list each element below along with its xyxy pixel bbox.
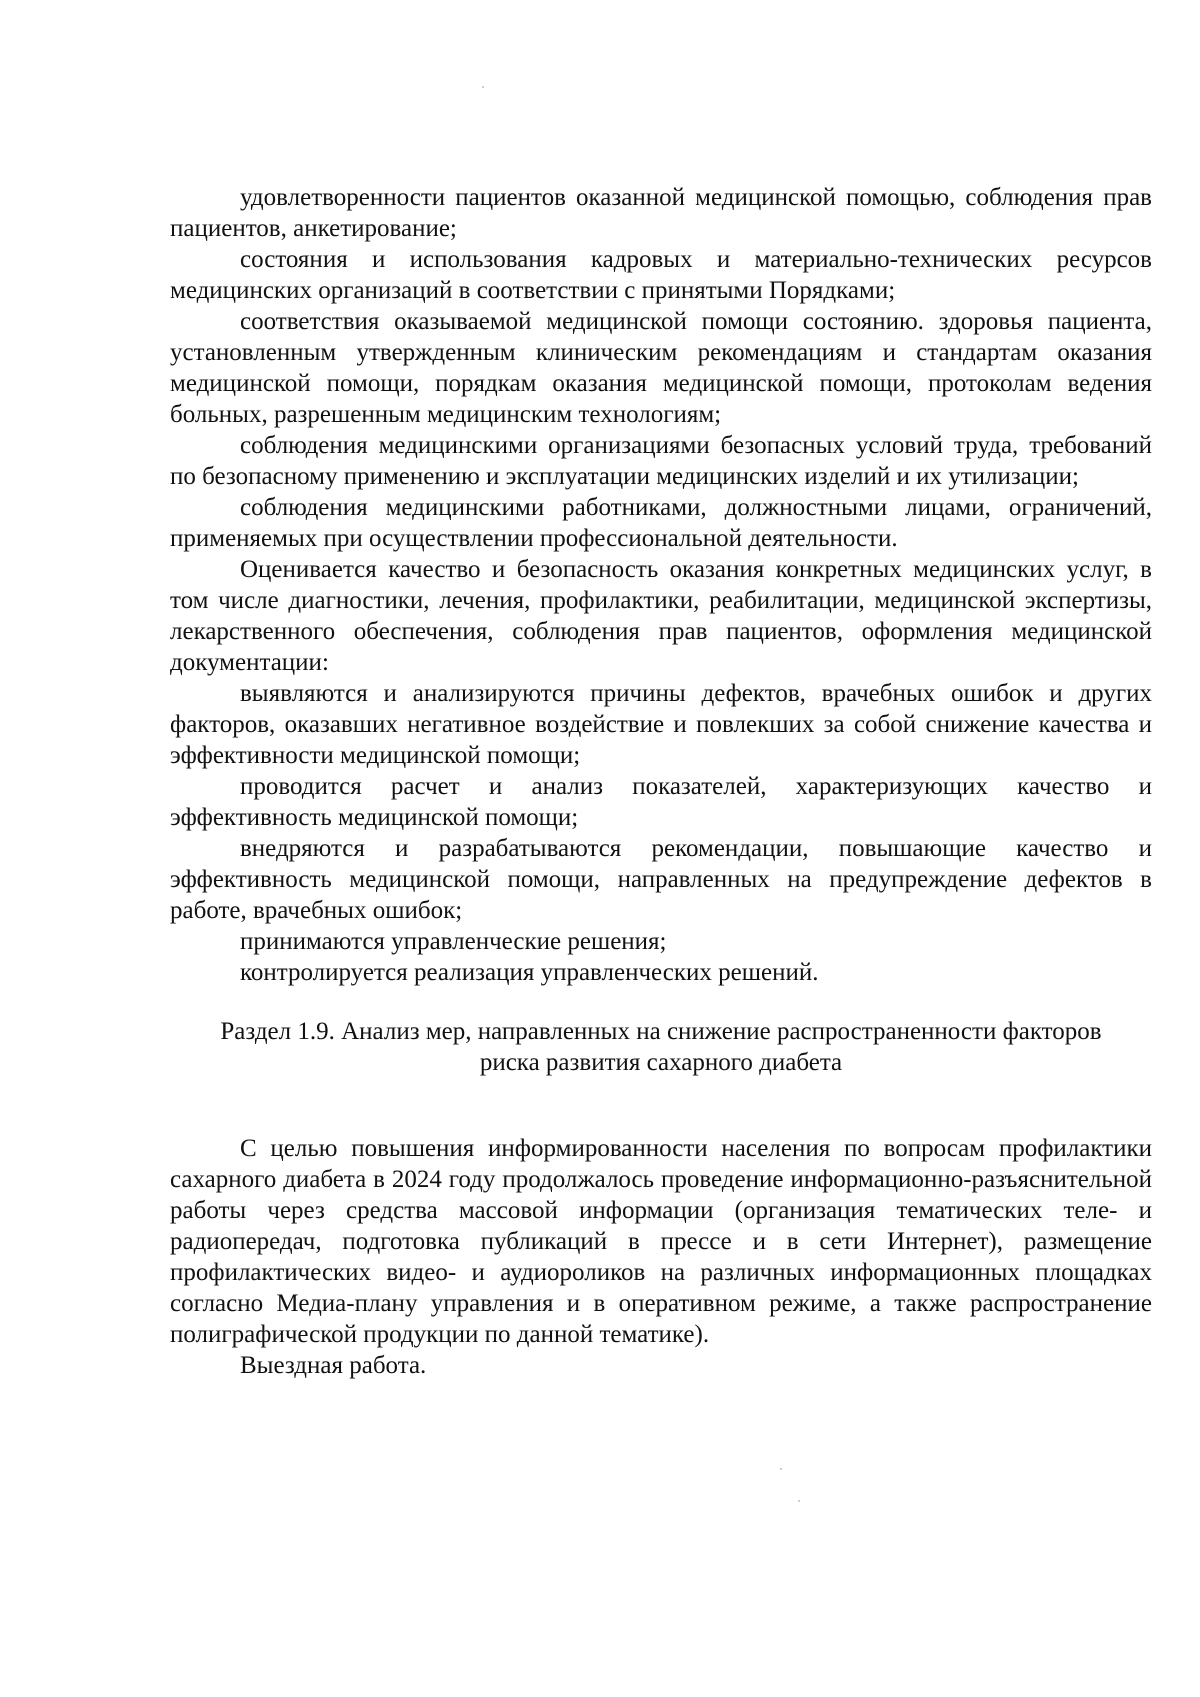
scan-speck bbox=[780, 1468, 782, 1470]
paragraph: удовлетворенности пациентов оказанной медицинской помощью, соблюдения прав пациентов, анкетирование; bbox=[170, 184, 1152, 242]
scan-speck bbox=[798, 1500, 800, 1502]
paragraph: внедряются и разрабатываются рекомендации, повышающие качество и эффективность медицинской помощи, направленных на предупреждение дефектов в работе, врачебных ошибок; bbox=[170, 835, 1152, 924]
paragraph: соблюдения медицинскими организациями безопасных условий труда, требований по безопасному применению и эксплуатации медицинских изделий и их утилизации; bbox=[170, 432, 1152, 490]
section-heading-line: риска развития сахарного диабета bbox=[479, 1049, 843, 1076]
paragraph: С целью повышения информированности населения по вопросам профилактики сахарного диабета в 2024 году продолжалось проведение информационно-разъяснительной работы через средства массовой информации (организация тематических теле- и радиопередач, подготовка публикаций в прессе и в сети Интернет), размещение профилактических видео- и аудиороликов на различных информационных площадках согласно Медиа-плану управления и в оперативном режиме, а также распространение полиграфической продукции по данной тематике). bbox=[170, 1135, 1152, 1348]
paragraph: проводится расчет и анализ показателей, характеризующих качество и эффективность медицинской помощи; bbox=[170, 773, 1152, 831]
paragraph: состояния и использования кадровых и материально-технических ресурсов медицинских организаций в соответствии с принятыми Порядками; bbox=[170, 246, 1152, 304]
paragraph: соответствия оказываемой медицинской помощи состоянию. здоровья пациента, установленным утвержденным клиническим рекомендациям и стандартам оказания медицинской помощи, порядкам оказания медицинской помощи, протоколам ведения больных, разрешенным медицинским технологиям; bbox=[170, 308, 1152, 428]
paragraph: соблюдения медицинскими работниками, должностными лицами, ограничений, применяемых при осуществлении профессиональной деятельности. bbox=[170, 494, 1152, 552]
paragraph: Оценивается качество и безопасность оказания конкретных медицинских услуг, в том числе диагностики, лечения, профилактики, реабилитации, медицинской экспертизы, лекарственного обеспечения, соблюдения прав пациентов, оформления медицинской документации: bbox=[170, 556, 1152, 676]
paragraph: принимаются управленческие решения; bbox=[240, 928, 667, 955]
paragraph: контролируется реализация управленческих решений. bbox=[240, 959, 819, 986]
paragraph: Выездная работа. bbox=[240, 1352, 427, 1379]
scan-speck bbox=[482, 86, 484, 88]
document-body bbox=[170, 182, 1152, 1381]
paragraph: выявляются и анализируются причины дефектов, врачебных ошибок и других факторов, оказавших негативное воздействие и повлекших за собой снижение качества и эффективности медицинской помощи; bbox=[170, 680, 1152, 769]
section-heading bbox=[170, 1016, 1152, 1078]
section-heading-line: Раздел 1.9. Анализ мер, направленных на снижение распространенности факторов bbox=[220, 1018, 1102, 1045]
